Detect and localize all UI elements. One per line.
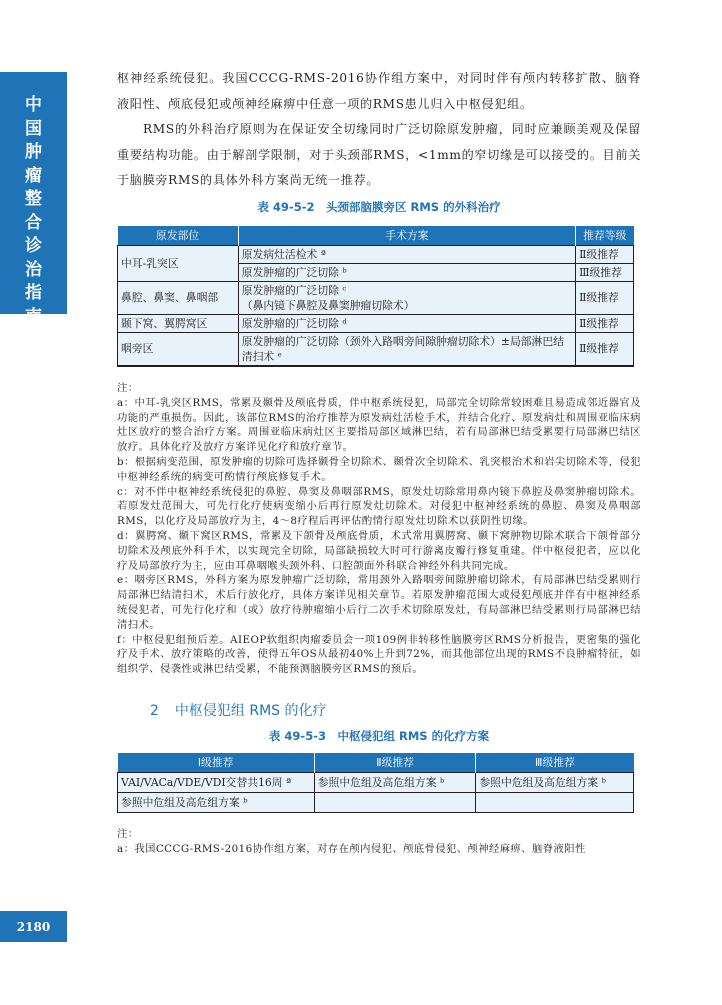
- site-cell: 中耳-乳突区: [118, 245, 239, 281]
- note-c: c：对不伴中枢神经系统侵犯的鼻腔、鼻窦及鼻咽部RMS，原发灶切除常用鼻内镜下鼻腔及鼻窦肿瘤切除术。若原发灶范围大，可先行化疗使病变缩小后再行原发灶切除术。对侵犯中枢神经系统的鼻腔、鼻窦及鼻咽部RMS，以化疗及局部放疗为主，4～8疗程后再评估酌情行原发灶切除术以获阴性切缘。: [117, 485, 641, 528]
- site-cell: 颞下窝、翼腭窝区: [118, 314, 239, 332]
- body-paragraph: 枢神经系统侵犯。我国CCCG-RMS-2016协作组方案中，对同时伴有颅内转移扩散、脑脊液阳性、颅底侵犯或颅神经麻痹中任意一项的RMS患儿归入中枢侵犯组。: [117, 71, 641, 111]
- level-cell: Ⅱ级推荐: [576, 332, 634, 366]
- notes-title: 注：: [117, 381, 139, 394]
- page-content: [117, 66, 641, 857]
- chapter-char: 诊: [25, 236, 42, 256]
- section-heading: [150, 699, 641, 723]
- chapter-char: 整: [25, 189, 42, 209]
- chapter-char: 中: [25, 95, 42, 115]
- site-cell: 鼻腔、鼻窦、鼻咽部: [118, 281, 239, 314]
- table-cell: 参照中危组及高危组方案 ᵇ: [476, 772, 634, 792]
- table-cell: 参照中危组及高危组方案 ᵇ: [314, 772, 476, 792]
- table-cell: 参照中危组及高危组方案 ᵇ: [118, 792, 315, 812]
- note-f: f：中枢侵犯组预后差。AIEOP软组织肉瘤委员会一项109例非转移性脑膜旁区RMS分析报告，更密集的强化疗及手术、放疗策略的改善，使得五年OS从最初40%上升到72%，而其他部位出现的RMS不良肿瘤特征，如组织学、侵袭性或淋巴结受累，不能预测脑膜旁区RMS的预后。: [117, 633, 641, 676]
- note-e: e：咽旁区RMS，外科方案为原发肿瘤广泛切除，常用颈外入路咽旁间隙肿瘤切除术，有局部淋巴结受累则行局部淋巴结清扫术，术后行放化疗，具体方案详见相关章节。若原发肿瘤范围大或侵犯颅底并伴有中枢神经系统侵犯者，可先行化疗和（或）放疗待肿瘤缩小后行二次手术切除原发灶，有局部淋巴结受累则行局部淋巴结清扫术。: [117, 574, 641, 631]
- column-header: Ⅱ级推荐: [314, 753, 476, 773]
- chapter-char: 治: [25, 259, 42, 280]
- table-header-row: [118, 226, 634, 246]
- column-header: 推荐等级: [576, 226, 634, 246]
- chapter-char: 南: [25, 306, 42, 327]
- column-header: 手术方案: [238, 226, 575, 246]
- chapter-title-band: [0, 72, 67, 327]
- chemo-table: [117, 753, 634, 813]
- table-row: [118, 314, 634, 332]
- table-row: [118, 772, 634, 792]
- plan-cell: [238, 281, 575, 314]
- column-header: Ⅲ级推荐: [476, 753, 634, 773]
- table-row: [118, 332, 634, 366]
- level-cell: Ⅲ级推荐: [576, 263, 634, 281]
- table-cell: [476, 792, 634, 812]
- column-header: 原发部位: [118, 226, 239, 246]
- plan-line: （鼻内镜下鼻腔及鼻窦肿瘤切除术）: [241, 298, 415, 312]
- chapter-sidebar: [0, 0, 67, 1005]
- table-caption: 表 49-5-3 中枢侵犯组 RMS 的化疗方案: [268, 728, 490, 743]
- section-title: 中枢侵犯组 RMS 的化疗: [174, 702, 327, 719]
- note-a: a：我国CCCG-RMS-2016协作组方案，对存在颅内侵犯、颅底骨侵犯、颅神经麻痹、脑脊液阳性: [117, 842, 586, 855]
- section-number: 2: [150, 702, 159, 719]
- table-caption: 表 49-5-2 头颈部脑膜旁区 RMS 的外科治疗: [257, 199, 501, 214]
- level-cell: Ⅱ级推荐: [576, 314, 634, 332]
- notes-title: 注：: [117, 827, 139, 840]
- surgery-table: [117, 226, 634, 367]
- note-d: d：翼腭窝、颞下窝区RMS，常累及下颌骨及颅底骨质，术式常用翼腭窝、颞下窝肿物切除术联合下颌骨部分切除术及颅底外科手术，以实现完全切除，局部缺损较大时可行游离皮瓣行修复重建。伴中枢侵犯者，应以化疗及局部放疗为主，应由耳鼻咽喉头颈外科、口腔颌面外科联合神经外科共同完成。: [117, 529, 641, 572]
- chapter-char: 合: [25, 212, 42, 233]
- table-cell: VAI/VACa/VDE/VDI交替共16周 ª: [118, 772, 315, 792]
- note-b: b：根据病变范围，原发肿瘤的切除可选择颞骨全切除术、颞骨次全切除术、乳突根治术和岩尖切除术等，侵犯中枢神经系统的病变可酌情行颅底修复手术。: [117, 455, 641, 483]
- chapter-char: 瘤: [25, 165, 42, 186]
- table-header-row: [118, 753, 634, 773]
- table-row: [118, 245, 634, 263]
- chapter-char: 指: [25, 283, 42, 303]
- level-cell: Ⅱ级推荐: [576, 245, 634, 263]
- table-cell: [314, 792, 476, 812]
- plan-cell: 原发肿瘤的广泛切除 ᵇ: [238, 263, 575, 281]
- chapter-char: 国: [25, 118, 42, 139]
- plan-line: 原发肿瘤的广泛切除 ᶜ: [241, 283, 347, 297]
- table-row: [118, 281, 634, 314]
- table-notes: [117, 381, 641, 677]
- level-cell: Ⅱ级推荐: [576, 281, 634, 314]
- chapter-char: 肿: [25, 142, 42, 162]
- note-a: a：中耳-乳突区RMS，常累及颞骨及颅底骨质，伴中枢系统侵犯，局部完全切除常较困难且易造成邻近器官及功能的严重损伤。因此，该部位RMS的治疗推荐为原发病灶活检手术，并结合化疗、原发病灶和周围亚临床病灶区放疗的整合治疗方案。周围亚临床病灶区主要指局部区域淋巴结，若有局部淋巴结受累要行局部淋巴结区放疗。具体化疗及放疗方案详见化疗和放疗章节。: [117, 396, 641, 454]
- column-header: Ⅰ级推荐: [118, 753, 315, 773]
- plan-cell: 原发肿瘤的广泛切除 ᵈ: [238, 314, 575, 332]
- plan-cell: 原发病灶活检术 ª: [238, 245, 575, 263]
- body-paragraph: RMS的外科治疗原则为在保证安全切缘同时广泛切除原发肿瘤，同时应兼顾美观及保留重要结构功能。由于解剖学限制，对于头颈部RMS，<1mm的窄切缘是可以接受的。目前关于脑膜旁RMS的具体外科方案尚无统一推荐。: [117, 122, 641, 188]
- plan-cell: 原发肿瘤的广泛切除（颈外入路咽旁间隙肿瘤切除术）±局部淋巴结清扫术 ᵉ: [238, 332, 575, 366]
- site-cell: 咽旁区: [118, 332, 239, 366]
- page-number: 2180: [0, 911, 67, 942]
- table-notes: [117, 827, 641, 857]
- table-row: [118, 792, 634, 812]
